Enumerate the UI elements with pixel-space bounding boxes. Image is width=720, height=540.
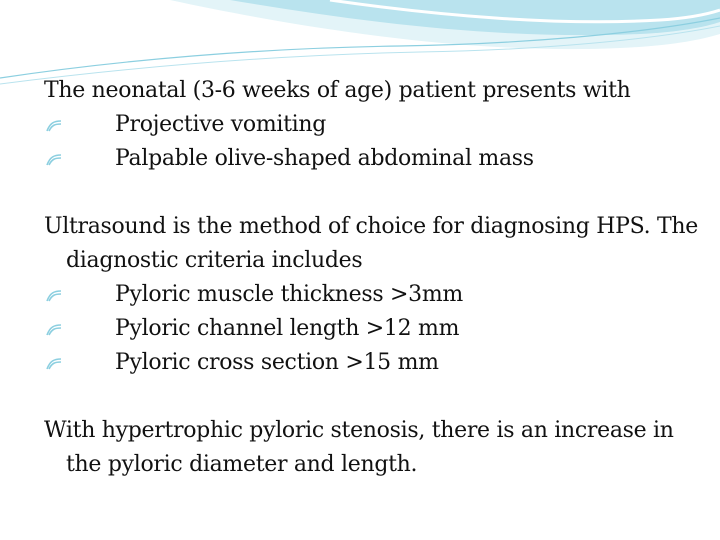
conclusion-text: With hypertrophic pyloric stenosis, there is an increase in the pyloric diameter and length. — [44, 418, 674, 477]
wave-bullet-icon — [46, 119, 62, 133]
bullet-item — [44, 142, 704, 176]
wave-bullet-icon — [46, 289, 62, 303]
bullet-item — [44, 312, 704, 346]
bullet-text: Palpable olive-shaped abdominal mass — [115, 146, 534, 171]
bullet-text: Projective vomiting — [115, 112, 327, 137]
ultrasound-intro: Ultrasound is the method of choice for diagnosing HPS. The diagnostic criteria includes — [44, 214, 698, 273]
bullet-item — [44, 108, 704, 142]
presentation-block — [44, 74, 704, 176]
wave-bullet-icon — [46, 323, 62, 337]
conclusion-block — [44, 414, 704, 482]
bullet-item — [44, 346, 704, 380]
bullet-text: Pyloric cross section >15 mm — [115, 350, 439, 375]
bullet-item — [44, 278, 704, 312]
wave-bullet-icon — [46, 357, 62, 371]
slide-content — [44, 74, 704, 482]
ultrasound-block — [44, 210, 704, 380]
bullet-text: Pyloric channel length >12 mm — [115, 316, 460, 341]
presentation-intro: The neonatal (3-6 weeks of age) patient presents with — [44, 78, 631, 103]
wave-bullet-icon — [46, 153, 62, 167]
bullet-text: Pyloric muscle thickness >3mm — [115, 282, 463, 307]
